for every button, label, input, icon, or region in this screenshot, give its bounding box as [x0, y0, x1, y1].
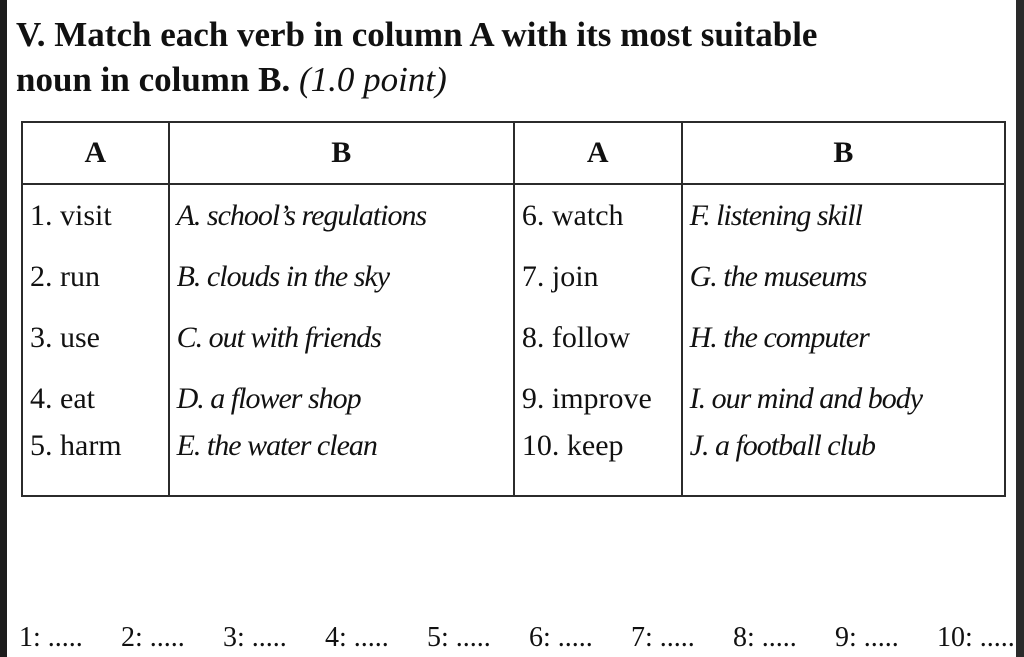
answer-blank-1[interactable]: 1: .....	[19, 622, 83, 653]
table-row	[22, 429, 1005, 496]
verb-cell: 1. visit	[22, 184, 169, 246]
answer-blank-5[interactable]: 5: .....	[427, 622, 491, 653]
table-header-row	[22, 122, 1005, 184]
heading-points: (1.0 point)	[299, 60, 447, 99]
matching-table	[21, 121, 1006, 497]
answer-blank-8[interactable]: 8: .....	[733, 622, 797, 653]
column-header-a-2: A	[514, 122, 682, 184]
column-header-b-2: B	[682, 122, 1005, 184]
answer-blank-2[interactable]: 2: .....	[121, 622, 185, 653]
table-row	[22, 307, 1005, 368]
table-row	[22, 368, 1005, 429]
noun-cell: D. a flower shop	[169, 368, 514, 429]
noun-cell: B. clouds in the sky	[169, 246, 514, 307]
verb-cell: 7. join	[514, 246, 682, 307]
verb-cell: 5. harm	[22, 429, 169, 496]
answer-blank-4[interactable]: 4: .....	[325, 622, 389, 653]
answer-blank-9[interactable]: 9: .....	[835, 622, 899, 653]
noun-cell: C. out with friends	[169, 307, 514, 368]
right-frame-edge	[1016, 0, 1024, 657]
answer-blanks	[19, 621, 1019, 655]
answer-blank-3[interactable]: 3: .....	[223, 622, 287, 653]
exercise-heading	[16, 12, 976, 102]
table-row	[22, 246, 1005, 307]
answer-blank-7[interactable]: 7: .....	[631, 622, 695, 653]
noun-cell: A. school’s regulations	[169, 184, 514, 246]
noun-cell: E. the water clean	[169, 429, 514, 496]
left-frame-edge	[0, 0, 7, 657]
verb-cell: 2. run	[22, 246, 169, 307]
answer-blank-6[interactable]: 6: .....	[529, 622, 593, 653]
verb-cell: 8. follow	[514, 307, 682, 368]
column-header-b-1: B	[169, 122, 514, 184]
verb-cell: 9. improve	[514, 368, 682, 429]
noun-cell: I. our mind and body	[682, 368, 1005, 429]
noun-cell: F. listening skill	[682, 184, 1005, 246]
heading-line-2: noun in column B.	[16, 60, 291, 99]
verb-cell: 6. watch	[514, 184, 682, 246]
heading-line-1: V. Match each verb in column A with its most suitable	[16, 15, 818, 54]
noun-cell: J. a football club	[682, 429, 1005, 496]
noun-cell: H. the computer	[682, 307, 1005, 368]
table-row	[22, 184, 1005, 246]
verb-cell: 4. eat	[22, 368, 169, 429]
noun-cell: G. the museums	[682, 246, 1005, 307]
answer-blank-10[interactable]: 10: .....	[937, 622, 1015, 653]
verb-cell: 10. keep	[514, 429, 682, 496]
verb-cell: 3. use	[22, 307, 169, 368]
column-header-a-1: A	[22, 122, 169, 184]
